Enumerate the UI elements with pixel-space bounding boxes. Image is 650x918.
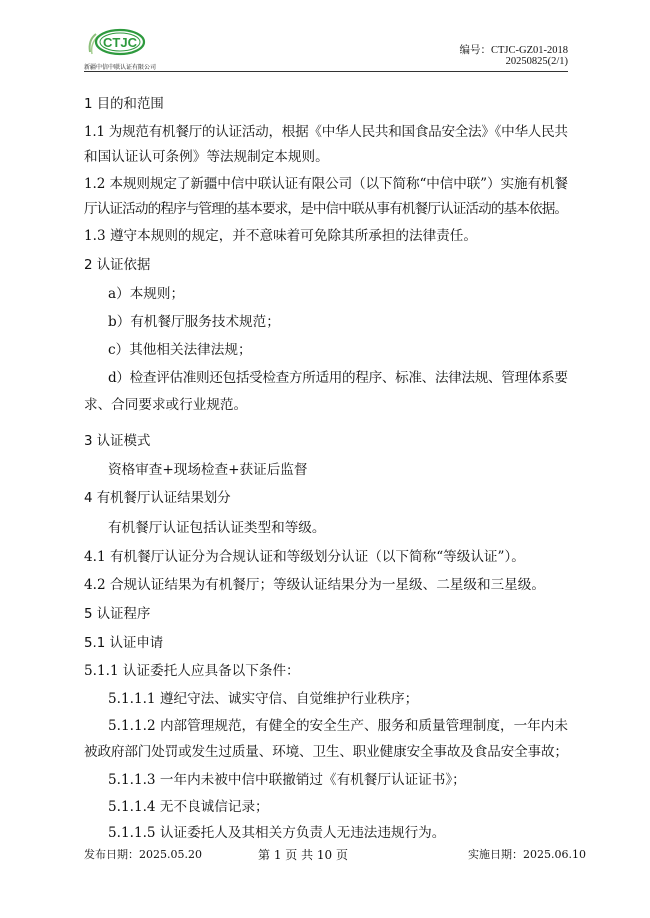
- page-number: 第 1 页 共 10 页: [258, 848, 348, 862]
- paragraph-line: 5.1.1.1 遵纪守法、诚实守信、自觉维护行业秩序；: [108, 691, 419, 707]
- paragraph-line: 厅认证活动的程序与管理的基本要求，是中信中联从事有机餐厅认证活动的基本依据。: [84, 201, 568, 217]
- paragraph-line: 1.2 本规则规定了新疆中信中联认证有限公司（以下简称“中信中联”）实施有机餐: [84, 176, 568, 192]
- paragraph-line: d）检查评估准则还包括受检查方所适用的程序、标准、法律法规、管理体系要: [108, 370, 568, 386]
- paragraph-line: 5.1.1 认证委托人应具备以下条件：: [84, 663, 300, 679]
- paragraph-line: 4.1 有机餐厅认证分为合规认证和等级划分认证（以下简称“等级认证”）。: [84, 549, 525, 565]
- paragraph-line: 1.1 为规范有机餐厅的认证活动，根据《中华人民共和国食品安全法》《中华人民共: [84, 124, 568, 140]
- document-number: 编号：CTJC-GZ01-2018: [459, 45, 568, 56]
- paragraph-line: 求、合同要求或行业规范。: [84, 397, 248, 413]
- issue-date: 发布日期：2025.05.20: [84, 848, 202, 861]
- paragraph-line: a）本规则；: [108, 286, 185, 302]
- paragraph-line: 资格审查+现场检查+获证后监督: [108, 462, 308, 478]
- section-heading: 5.1 认证申请: [84, 636, 164, 651]
- paragraph-line: 有机餐厅认证包括认证类型和等级。: [108, 520, 326, 536]
- company-name: 新疆中信中联认证有限公司: [84, 65, 157, 71]
- section-heading: 3 认证模式: [84, 434, 151, 449]
- logo: [86, 26, 148, 62]
- paragraph-line: 5.1.1.5 认证委托人及其相关方负责人无违法违规行为。: [108, 825, 446, 841]
- section-heading: 5 认证程序: [84, 607, 151, 622]
- section-heading: 1 目的和范围: [84, 97, 164, 112]
- paragraph-line: 5.1.1.2 内部管理规范，有健全的安全生产、服务和质量管理制度，一年内未: [108, 718, 568, 734]
- header-rule: [84, 71, 568, 72]
- paragraph-line: 被政府部门处罚或发生过质量、环境、卫生、职业健康安全事故及食品安全事故；: [84, 744, 568, 760]
- paragraph-line: 5.1.1.4 无不良诚信记录；: [108, 799, 269, 815]
- paragraph-line: 1.3 遵守本规则的规定，并不意味着可免除其所承担的法律责任。: [84, 228, 477, 244]
- paragraph-line: 和国认证认可条例》等法规制定本规则。: [84, 149, 329, 165]
- document-version: 20250825(2/1): [505, 56, 568, 67]
- svg-text:CTJC: CTJC: [103, 35, 137, 50]
- effective-date: 实施日期：2025.06.10: [468, 848, 586, 861]
- paragraph-line: b）有机餐厅服务技术规范；: [108, 314, 280, 330]
- paragraph-line: 5.1.1.3 一年内未被中信中联撤销过《有机餐厅认证证书》；: [108, 772, 466, 788]
- section-heading: 4 有机餐厅认证结果划分: [84, 491, 231, 506]
- paragraph-line: c）其他相关法律法规；: [108, 342, 252, 358]
- section-heading: 2 认证依据: [84, 258, 151, 273]
- paragraph-line: 4.2 合规认证结果为有机餐厅；等级认证结果分为一星级、二星级和三星级。: [84, 577, 545, 593]
